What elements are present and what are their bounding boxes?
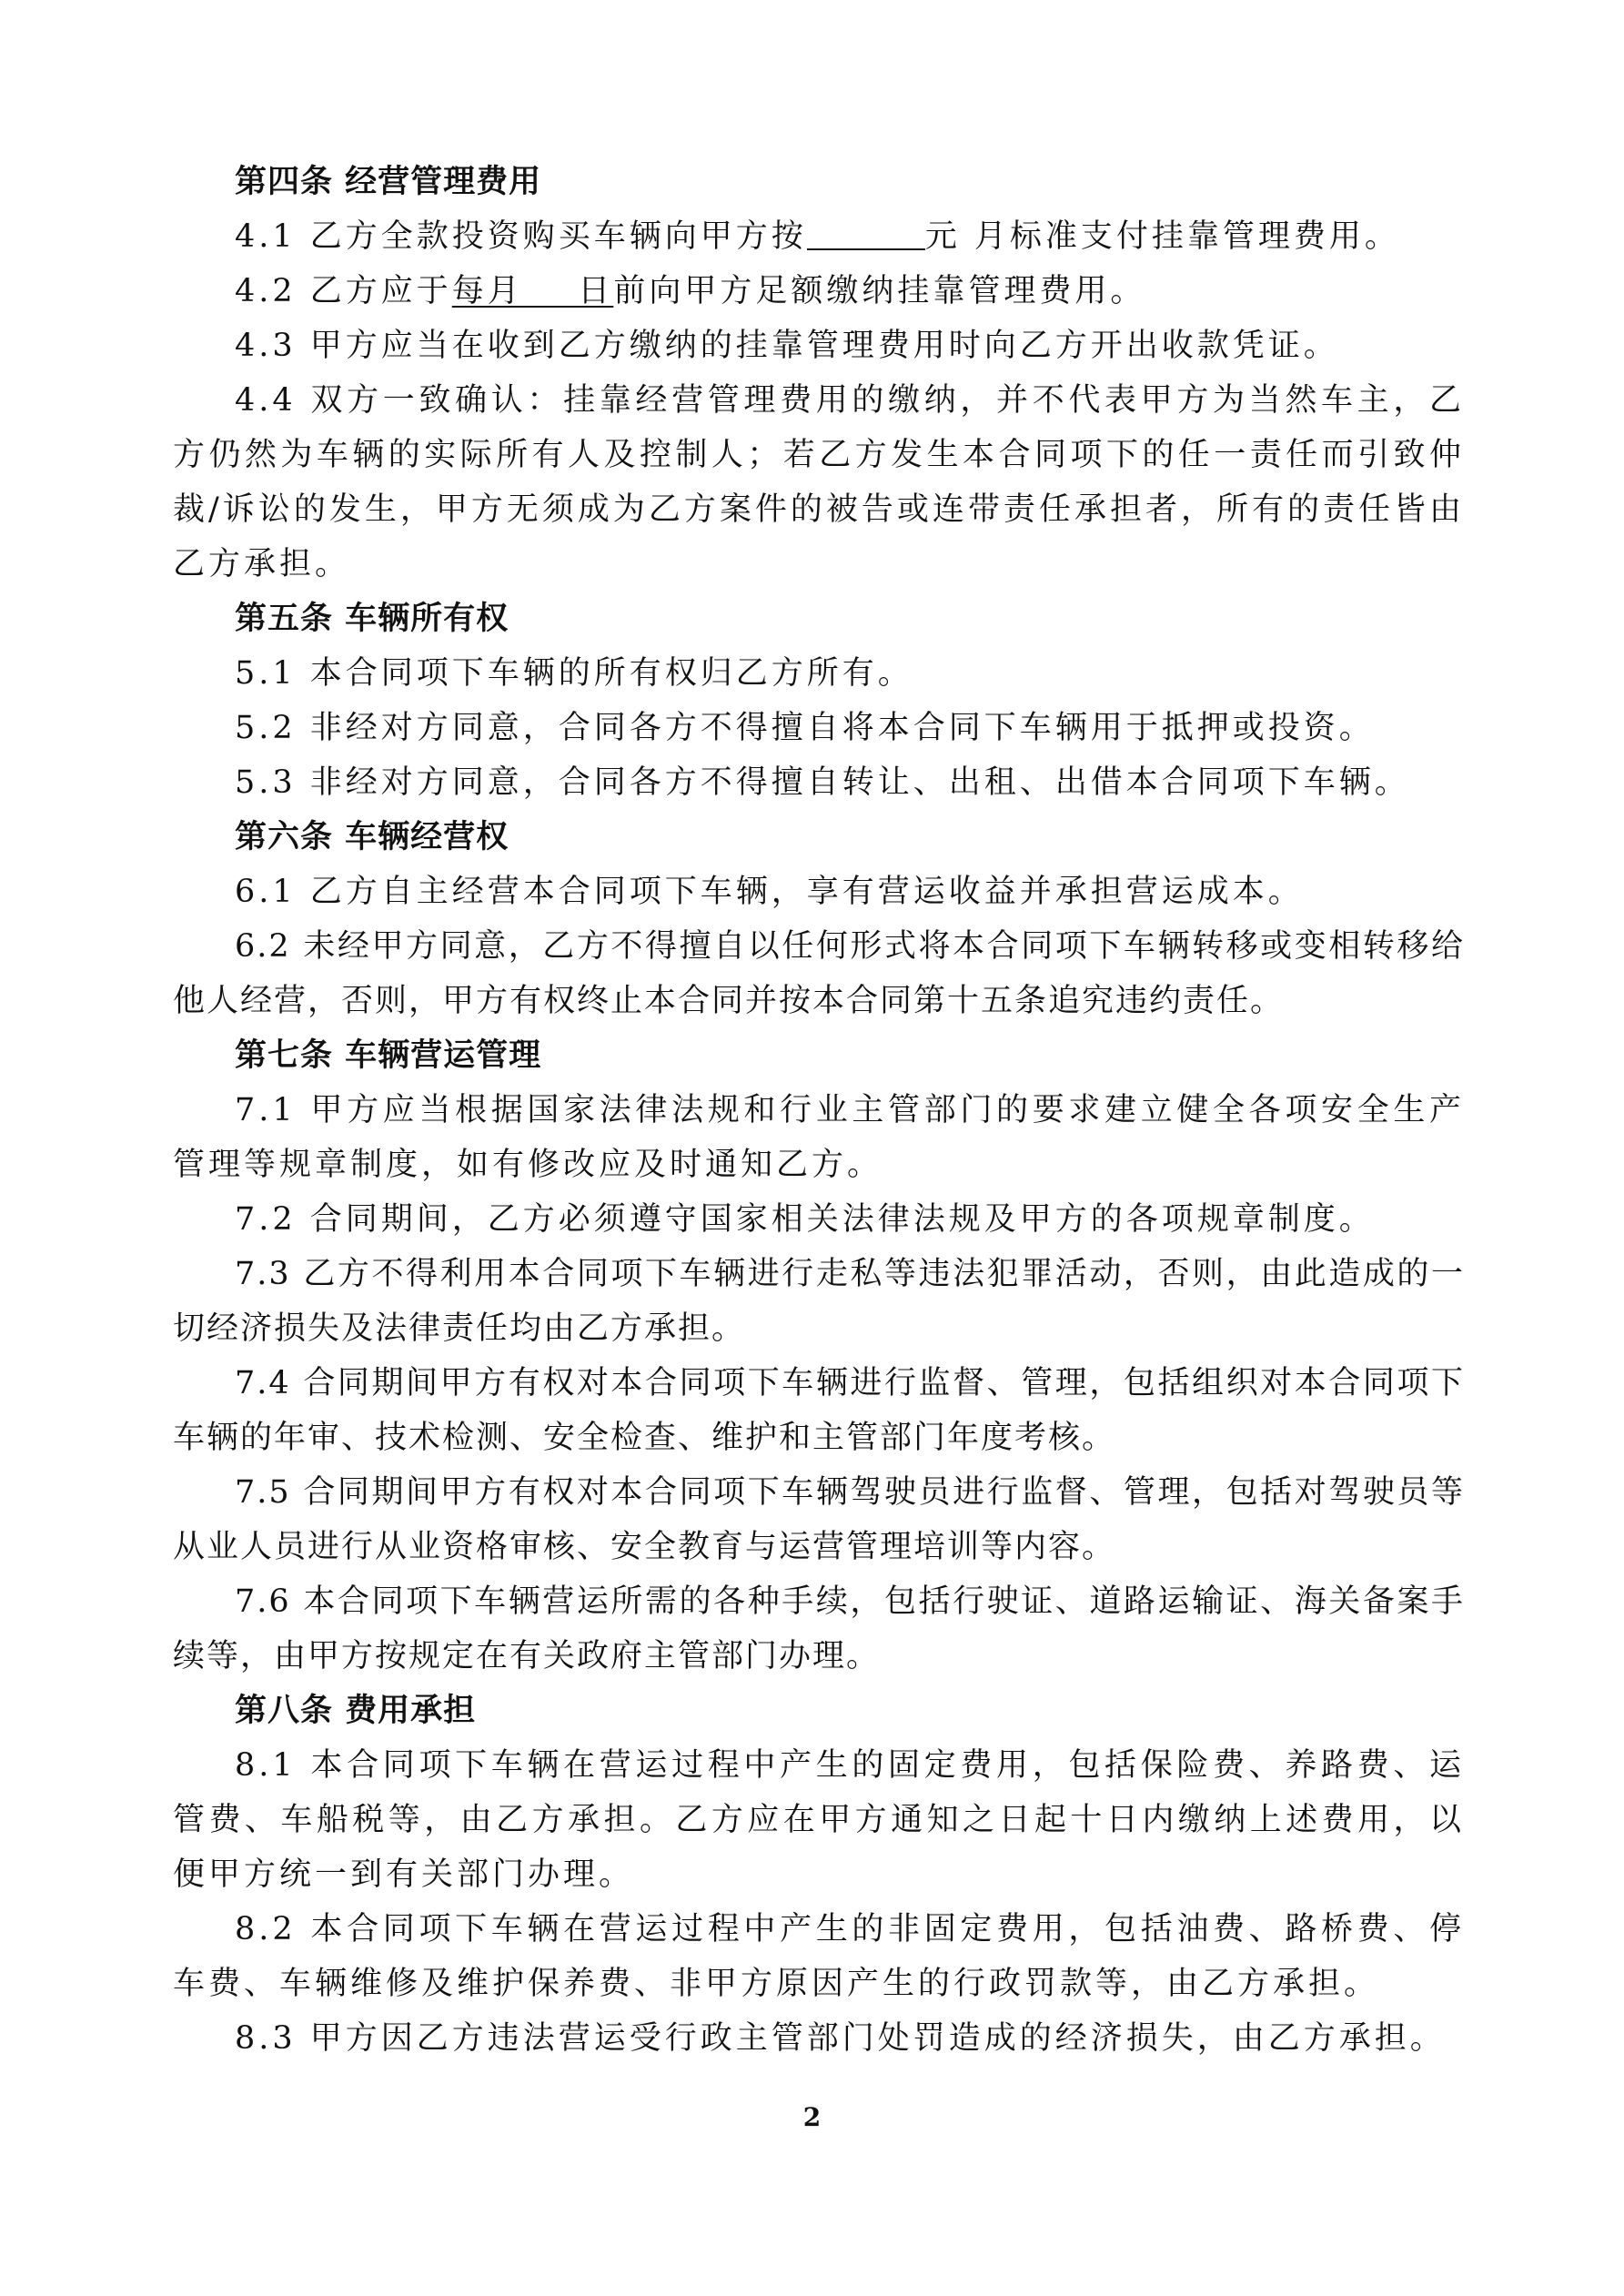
clause-7-6: 7.6 本合同项下车辆营运所需的各种手续，包括行驶证、道路运输证、海关备案手续等，由甲方按规定在有关政府主管部门办理。 bbox=[173, 1583, 1465, 1674]
clause-4-2 bbox=[173, 264, 1465, 319]
article-4-heading: 第四条 经营管理费用 bbox=[235, 163, 542, 200]
clause-4-1-text-b: 元 月标准支付挂靠管理费用。 bbox=[924, 218, 1400, 255]
clause-4-1-text-a: 4.1 乙方全款投资购买车辆向甲方按 bbox=[235, 218, 807, 255]
article-7-heading: 第七条 车辆营运管理 bbox=[235, 1037, 542, 1074]
clause-7-4: 7.4 合同期间甲方有权对本合同项下车辆进行监督、管理，包括组织对本合同项下车辆的年审、技术检测、安全检查、维护和主管部门年度考核。 bbox=[173, 1365, 1465, 1456]
clause-7-3: 7.3 乙方不得利用本合同项下车辆进行走私等违法犯罪活动，否则，由此造成的一切经济损失及法律责任均由乙方承担。 bbox=[173, 1256, 1465, 1347]
article-6-heading: 第六条 车辆经营权 bbox=[235, 818, 509, 855]
clause-8-2: 8.2 本合同项下车辆在营运过程中产生的非固定费用，包括油费、路桥费、停车费、车辆维修及维护保养费、非甲方原因产生的行政罚款等，由乙方承担。 bbox=[173, 1911, 1465, 2002]
clause-4-4: 4.4 双方一致确认：挂靠经营管理费用的缴纳，并不代表甲方为当然车主，乙方仍然为车辆的实际所有人及控制人；若乙方发生本合同项下的任一责任而引致仲裁/诉讼的发生，甲方无须成为乙方案件的被告或连带责任承担者，所有的责任皆由乙方承担。 bbox=[173, 382, 1465, 582]
clause-6-2: 6.2 未经甲方同意，乙方不得擅自以任何形式将本合同项下车辆转移或变相转移给他人经营，否则，甲方有权终止本合同并按本合同第十五条追究违约责任。 bbox=[173, 928, 1465, 1019]
clause-8-3: 8.3 甲方因乙方违法营运受行政主管部门处罚造成的经济损失，由乙方承担。 bbox=[235, 2020, 1446, 2057]
clause-7-5: 7.5 合同期间甲方有权对本合同项下车辆驾驶员进行监督、管理，包括对驾驶员等从业人员进行从业资格审核、安全教育与运营管理培训等内容。 bbox=[173, 1474, 1465, 1565]
clause-4-1 bbox=[173, 209, 1465, 264]
payment-date-blank: 每月 日 bbox=[451, 273, 614, 309]
clause-6-1: 6.1 乙方自主经营本合同项下车辆，享有营运收益并承担营运成本。 bbox=[235, 874, 1304, 910]
article-8-heading: 第八条 费用承担 bbox=[235, 1692, 477, 1729]
clause-5-1: 5.1 本合同项下车辆的所有权归乙方所有。 bbox=[235, 655, 913, 692]
clause-8-1: 8.1 本合同项下车辆在营运过程中产生的固定费用，包括保险费、养路费、运管费、车船税等，由乙方承担。乙方应在甲方通知之日起十日内缴纳上述费用，以便甲方统一到有关部门办理。 bbox=[173, 1747, 1465, 1893]
clause-5-2: 5.2 非经对方同意，合同各方不得擅自将本合同下车辆用于抵押或投资。 bbox=[235, 710, 1375, 746]
fee-amount-blank bbox=[807, 219, 925, 250]
document-body bbox=[173, 155, 1465, 2066]
clause-4-3: 4.3 甲方应当在收到乙方缴纳的挂靠管理费用时向乙方开出收款凭证。 bbox=[235, 328, 1339, 364]
article-5-heading: 第五条 车辆所有权 bbox=[235, 600, 509, 637]
clause-5-3: 5.3 非经对方同意，合同各方不得擅自转让、出租、出借本合同项下车辆。 bbox=[235, 764, 1410, 801]
clause-4-2-text-a: 4.2 乙方应于 bbox=[235, 273, 452, 309]
clause-7-1: 7.1 甲方应当根据国家法律法规和行业主管部门的要求建立健全各项安全生产管理等规章制度，如有修改应及时通知乙方。 bbox=[173, 1092, 1465, 1183]
page-number: 2 bbox=[802, 2102, 822, 2132]
clause-7-2: 7.2 合同期间，乙方必须遵守国家相关法律法规及甲方的各项规章制度。 bbox=[235, 1201, 1375, 1238]
clause-4-2-text-b: 前向甲方足额缴纳挂靠管理费用。 bbox=[613, 273, 1146, 309]
